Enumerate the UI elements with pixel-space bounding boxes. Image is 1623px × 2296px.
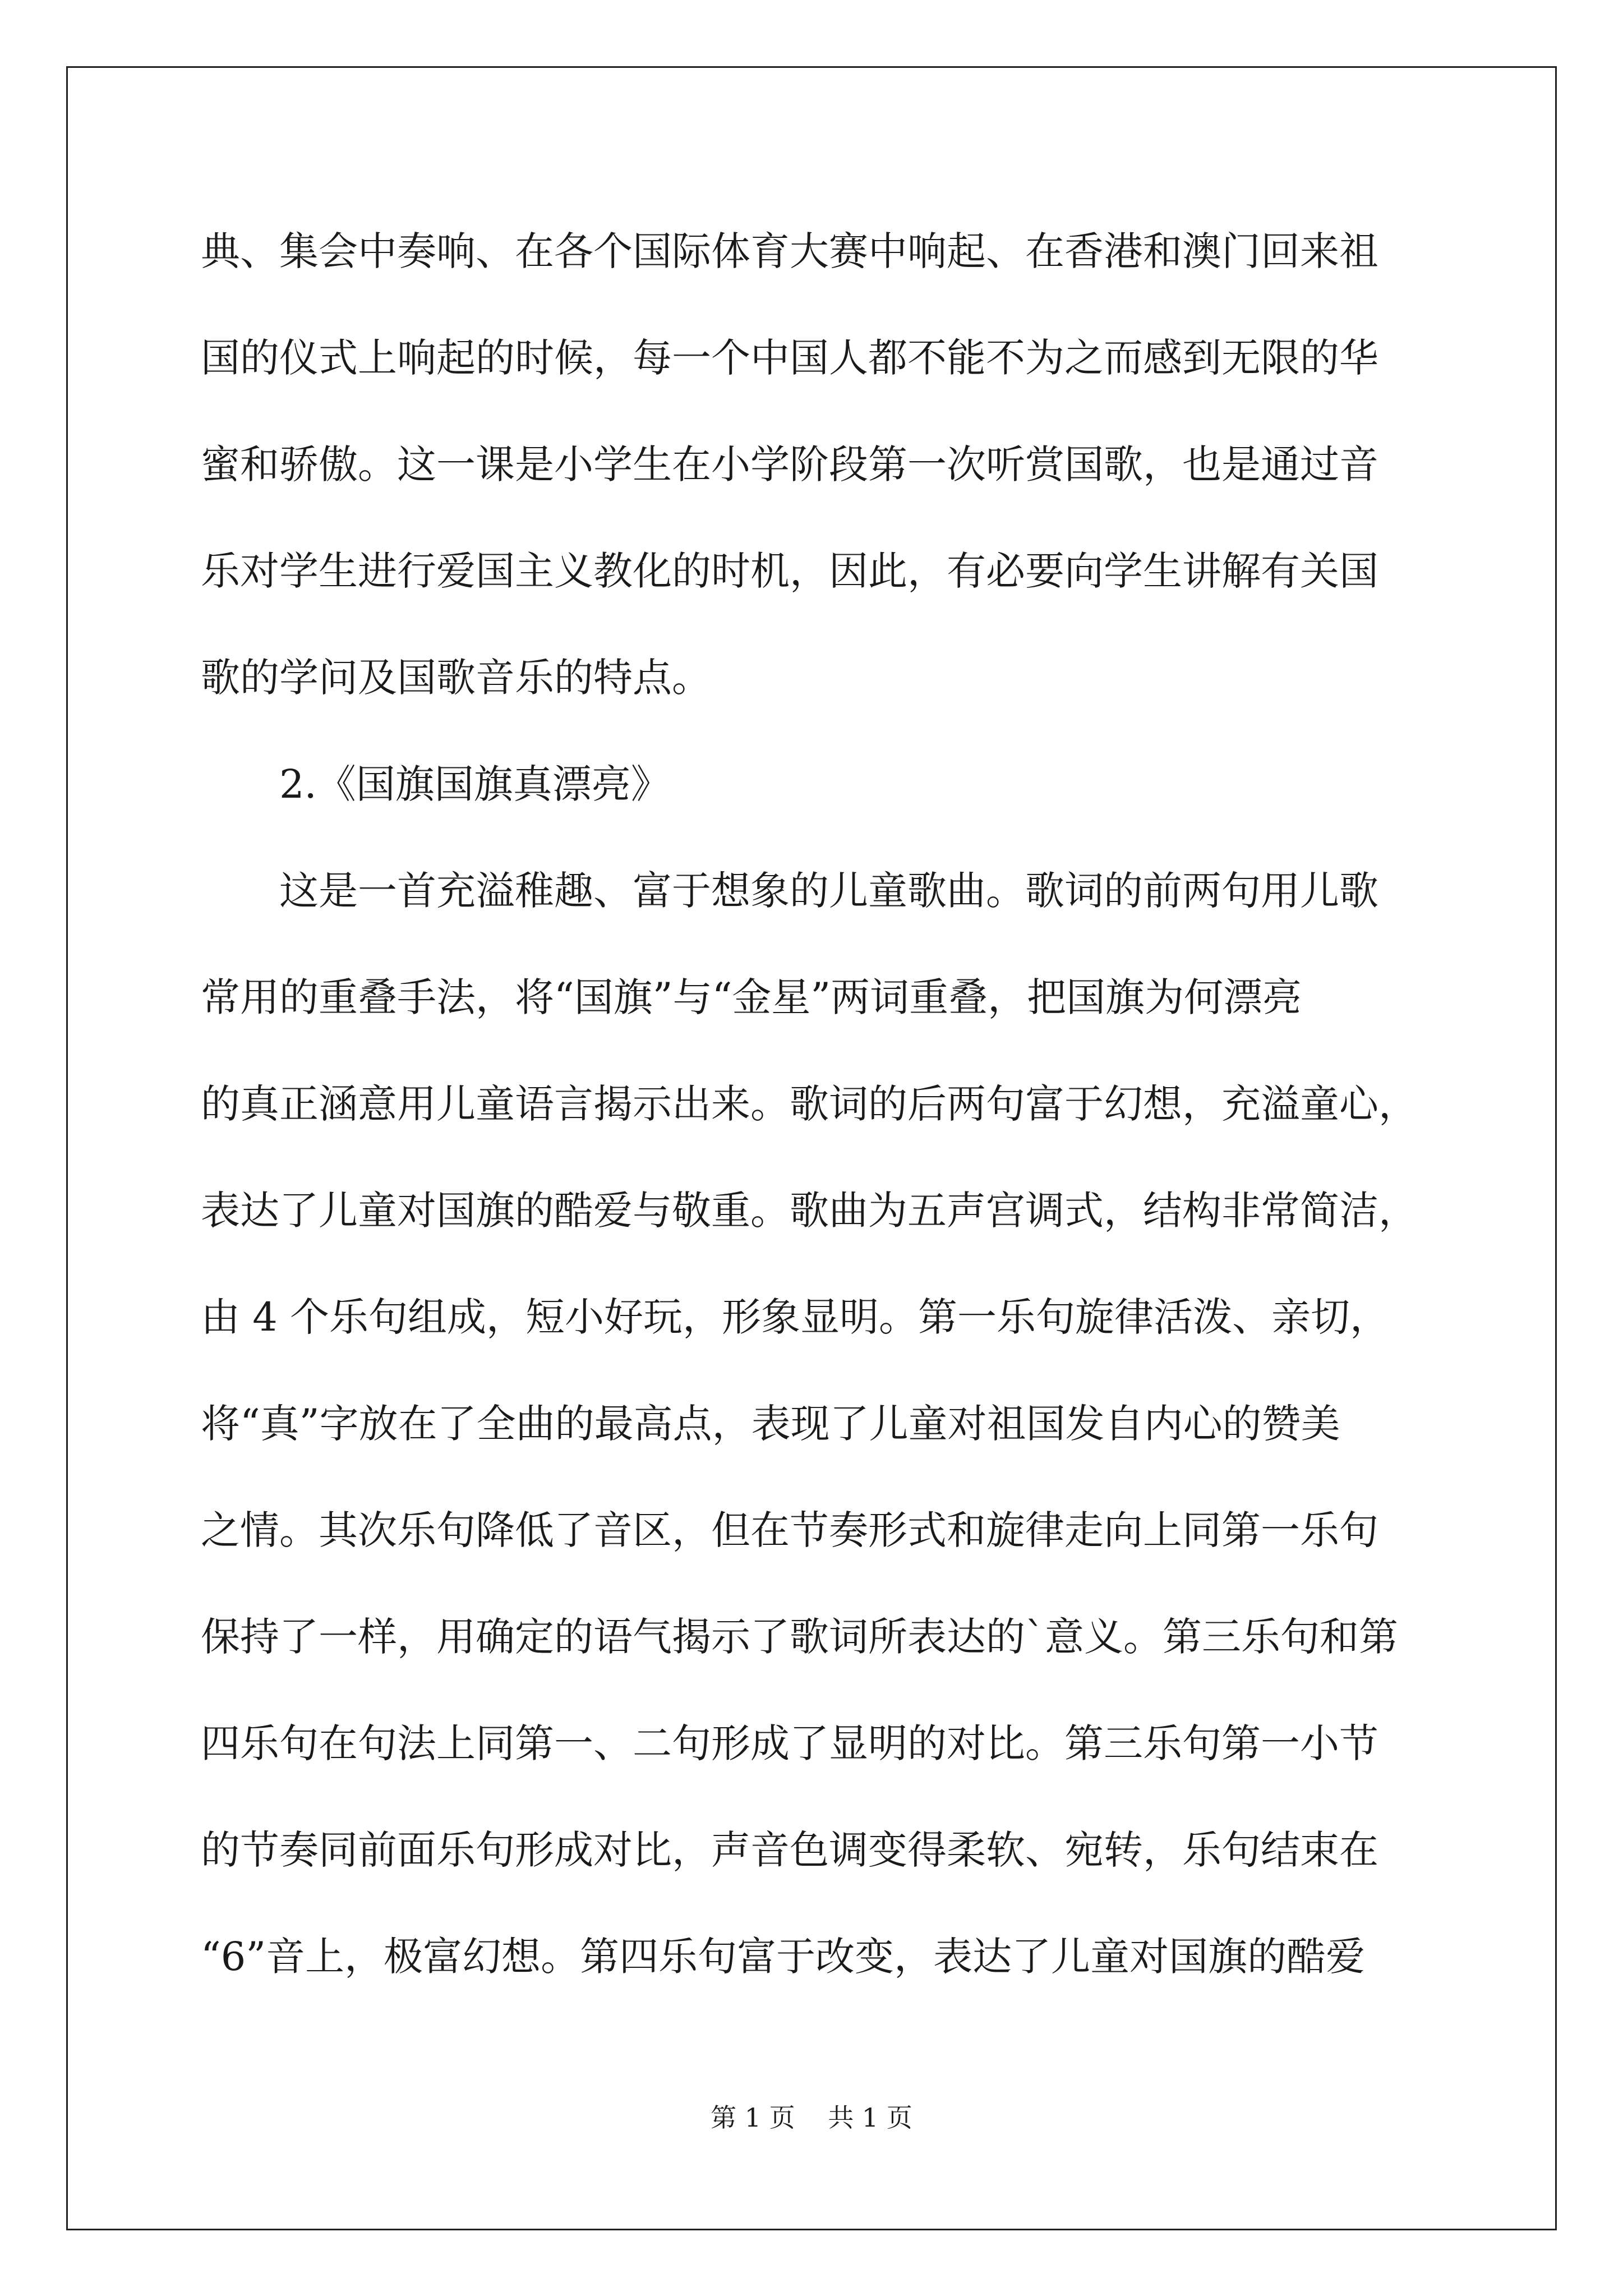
paragraph-line: 国的仪式上响起的时候，每一个中国人都不能不为之而感到无限的华 [201,335,1378,381]
paragraph-line: 蜜和骄傲。这一课是小学生在小学阶段第一次听赏国歌，也是通过音 [201,441,1378,487]
paragraph-line: 乐对学生进行爱国主义教化的时机，因此，有必要向学生讲解有关国 [201,548,1378,594]
document-body [201,218,1435,2030]
page-number: 第 1 页 [711,2102,795,2133]
paragraph-line: 由 4 个乐句组成，短小好玩，形象显明。第一乐句旋律活泼、亲切， [201,1294,1390,1340]
paragraph-line: 四乐句在句法上同第一、二句形成了显明的对比。第三乐句第一小节 [201,1720,1378,1766]
paragraph-line: 将“真”字放在了全曲的最高点，表现了儿童对祖国发自内心的赞美 [201,1401,1340,1447]
page-total: 共 1 页 [828,2102,912,2133]
paragraph-line: 常用的重叠手法，将“国旗”与“金星”两词重叠，把国旗为何漂亮 [201,974,1302,1020]
paragraph-line: 之情。其次乐句降低了音区，但在节奏形式和旋律走向上同第一乐句 [201,1507,1378,1553]
paragraph-line: 保持了一样，用确定的语气揭示了歌词所表达的`意义。第三乐句和第 [201,1614,1398,1660]
page-footer [0,2101,1623,2134]
paragraph-line: 表达了儿童对国旗的酷爱与敬重。歌曲为五声宫调式，结构非常简洁， [201,1188,1418,1234]
paragraph-first-line: 这是一首充溢稚趣、富于想象的儿童歌曲。歌词的前两句用儿歌 [279,868,1378,914]
section-heading: 2.《国旗国旗真漂亮》 [279,761,670,807]
paragraph-line: 的节奏同前面乐句形成对比，声音色调变得柔软、宛转，乐句结束在 [201,1827,1378,1873]
paragraph-line: 歌的学问及国歌音乐的特点。 [201,655,711,701]
paragraph-line: “6”音上，极富幻想。第四乐句富于改变，表达了儿童对国旗的酷爱 [201,1934,1366,1980]
paragraph-line: 的真正涵意用儿童语言揭示出来。歌词的后两句富于幻想，充溢童心， [201,1081,1418,1127]
paragraph-line: 典、集会中奏响、在各个国际体育大赛中响起、在香港和澳门回来祖 [201,228,1378,274]
